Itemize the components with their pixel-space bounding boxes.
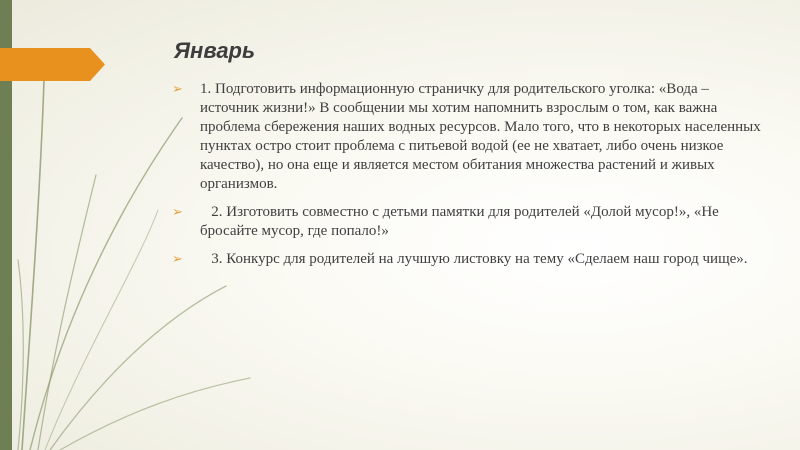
bullet-item-3 [172, 250, 762, 269]
bullet-text: 3. Конкурс для родителей на лучшую листовку на тему «Сделаем наш город чище». [200, 251, 748, 267]
arrowhead-bullet-icon: ➢ [172, 252, 183, 267]
bullet-text: 1. Подготовить информационную страничку для родительского уголка: «Вода – источник жизни!» В сообщении мы хотим напомнить взрослым о том, как важна проблема сбережения наших водных ресурсов. Мало того, что в некоторых населенных пунктах остро стоит проблема с питьевой водой (ее не хватает, либо очень низкое качество), но она еще и является местом обитания множества растений и живых организмов. [200, 81, 761, 192]
slide-title: Январь [174, 38, 256, 63]
bullet-item-1 [172, 80, 762, 194]
bullet-text: 2. Изготовить совместно с детьми памятки для родителей «Долой мусор!», «Не бросайте мусор, где попало!» [200, 204, 723, 239]
bullet-list [172, 80, 762, 278]
bullet-item-2 [172, 203, 762, 241]
title-arrow-tab [0, 48, 105, 81]
arrowhead-bullet-icon: ➢ [172, 82, 183, 97]
arrowhead-bullet-icon: ➢ [172, 205, 183, 220]
